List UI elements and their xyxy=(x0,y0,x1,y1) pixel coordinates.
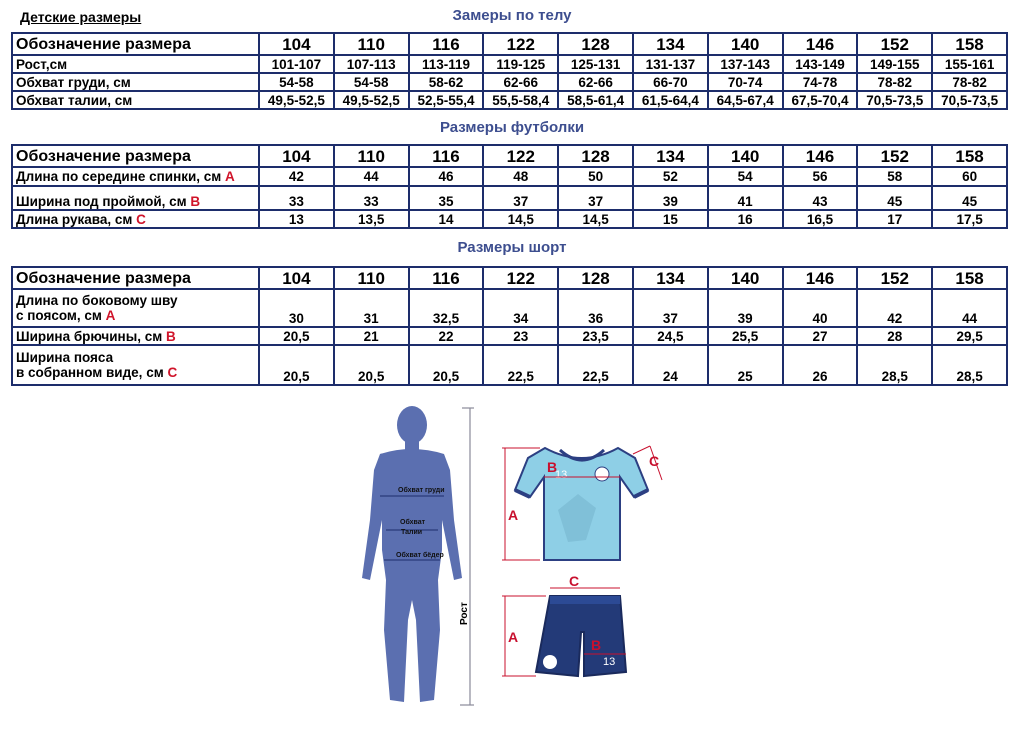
size-158: 158 xyxy=(932,33,1007,55)
row-label-line2: в собранном виде, см xyxy=(16,365,168,380)
letter-a-shirt: A xyxy=(508,507,519,523)
cell: 29,5 xyxy=(932,327,1007,345)
cell: 32,5 xyxy=(409,289,484,327)
cell: 33 xyxy=(259,186,334,210)
shirt-sizes-table xyxy=(11,144,1008,229)
table-header-row xyxy=(12,145,1007,167)
cell: 48 xyxy=(483,167,558,186)
cell: 42 xyxy=(857,289,932,327)
cell: 143-149 xyxy=(783,55,858,73)
cell: 49,5-52,5 xyxy=(334,91,409,109)
cell: 14,5 xyxy=(558,210,633,228)
cell: 22,5 xyxy=(558,345,633,385)
row-label: Обхват груди, см xyxy=(12,73,259,91)
cell: 54-58 xyxy=(259,73,334,91)
mark-letter: А xyxy=(225,169,235,184)
row-label-line1: Длина по боковому шву xyxy=(16,293,178,308)
size-110: 110 xyxy=(334,267,409,289)
cell: 60 xyxy=(932,167,1007,186)
cell: 49,5-52,5 xyxy=(259,91,334,109)
row-label: Обхват талии, см xyxy=(12,91,259,109)
size-116: 116 xyxy=(409,267,484,289)
row-label xyxy=(12,186,259,210)
mark-letter: С xyxy=(136,211,146,227)
cell: 21 xyxy=(334,327,409,345)
cell: 22 xyxy=(409,327,484,345)
table-header-row xyxy=(12,33,1007,55)
size-128: 128 xyxy=(558,33,633,55)
row-label xyxy=(12,210,259,228)
cell: 70,5-73,5 xyxy=(857,91,932,109)
body-measurements-table xyxy=(11,32,1008,110)
row-label xyxy=(12,289,259,327)
size-152: 152 xyxy=(857,33,932,55)
shorts-number: 13 xyxy=(603,656,616,668)
cell: 30 xyxy=(259,289,334,327)
shorts-illustration xyxy=(536,596,626,676)
mark-letter: А xyxy=(105,308,116,323)
page-title: Детские размеры xyxy=(20,9,142,25)
cell: 16 xyxy=(708,210,783,228)
cell: 35 xyxy=(409,186,484,210)
table-row xyxy=(12,327,1007,345)
table-row xyxy=(12,91,1007,109)
size-140: 140 xyxy=(708,33,783,55)
cell: 20,5 xyxy=(259,345,334,385)
size-116: 116 xyxy=(409,33,484,55)
cell: 24 xyxy=(633,345,708,385)
cell: 37 xyxy=(633,289,708,327)
body-section-title: Замеры по телу xyxy=(452,7,572,24)
size-146: 146 xyxy=(783,33,858,55)
cell: 28,5 xyxy=(932,345,1007,385)
shorts-crest-icon xyxy=(543,655,557,669)
cell: 23 xyxy=(483,327,558,345)
row-label xyxy=(12,167,259,186)
size-122: 122 xyxy=(483,145,558,167)
size-134: 134 xyxy=(633,145,708,167)
chest-label: Обхват груди xyxy=(398,487,445,494)
cell: 119-125 xyxy=(483,55,558,73)
cell: 23,5 xyxy=(558,327,633,345)
cell: 26 xyxy=(783,345,858,385)
size-134: 134 xyxy=(633,267,708,289)
shirt-number: 13 xyxy=(555,469,568,481)
cell: 34 xyxy=(483,289,558,327)
cell: 33 xyxy=(334,186,409,210)
shirt-section-title: Размеры футболки xyxy=(439,119,585,136)
letter-b-shirt: B xyxy=(547,459,558,475)
size-116: 116 xyxy=(409,145,484,167)
cell: 44 xyxy=(334,167,409,186)
cell: 64,5-67,4 xyxy=(708,91,783,109)
size-152: 152 xyxy=(857,267,932,289)
row-label-text: Длина рукава, см xyxy=(16,211,137,227)
row-label-text: Ширина брючины, см xyxy=(16,328,166,344)
header-label: Обозначение размера xyxy=(12,33,259,55)
letter-b-shorts: B xyxy=(591,637,602,653)
table-header-row xyxy=(12,267,1007,289)
row-label-text: Длина по середине спинки, см xyxy=(16,169,226,184)
cell: 101-107 xyxy=(259,55,334,73)
size-158: 158 xyxy=(932,267,1007,289)
cell: 13 xyxy=(259,210,334,228)
cell: 28,5 xyxy=(857,345,932,385)
size-104: 104 xyxy=(259,267,334,289)
cell: 27 xyxy=(783,327,858,345)
cell: 78-82 xyxy=(932,73,1007,91)
cell: 113-119 xyxy=(409,55,484,73)
cell: 44 xyxy=(932,289,1007,327)
cell: 31 xyxy=(334,289,409,327)
table-row xyxy=(12,186,1007,210)
size-110: 110 xyxy=(334,33,409,55)
measurement-illustration xyxy=(350,400,680,720)
size-158: 158 xyxy=(932,145,1007,167)
size-140: 140 xyxy=(708,145,783,167)
cell: 22,5 xyxy=(483,345,558,385)
cell: 74-78 xyxy=(783,73,858,91)
size-104: 104 xyxy=(259,145,334,167)
cell: 16,5 xyxy=(783,210,858,228)
cell: 56 xyxy=(783,167,858,186)
size-128: 128 xyxy=(558,267,633,289)
cell: 17 xyxy=(857,210,932,228)
cell: 40 xyxy=(783,289,858,327)
size-146: 146 xyxy=(783,267,858,289)
hips-label: Обхват бёдер xyxy=(396,552,444,559)
table-row xyxy=(12,55,1007,73)
cell: 155-161 xyxy=(932,55,1007,73)
letter-a-shorts: A xyxy=(508,629,519,645)
mark-letter: В xyxy=(190,194,201,209)
shorts-section-title: Размеры шорт xyxy=(457,239,567,256)
cell: 13,5 xyxy=(334,210,409,228)
size-122: 122 xyxy=(483,267,558,289)
waist-label-1: Обхват xyxy=(400,519,426,526)
cell: 52 xyxy=(633,167,708,186)
cell: 43 xyxy=(783,186,858,210)
cell: 36 xyxy=(558,289,633,327)
mark-letter: В xyxy=(166,328,176,344)
cell: 25,5 xyxy=(708,327,783,345)
cell: 58 xyxy=(857,167,932,186)
cell: 37 xyxy=(558,186,633,210)
height-label: Рост xyxy=(459,602,470,625)
crest-icon xyxy=(595,467,609,481)
cell: 131-137 xyxy=(633,55,708,73)
table-row xyxy=(12,345,1007,385)
table-row xyxy=(12,289,1007,327)
cell: 55,5-58,4 xyxy=(483,91,558,109)
table-row xyxy=(12,73,1007,91)
cell: 70,5-73,5 xyxy=(932,91,1007,109)
row-label-line1: Ширина пояса xyxy=(16,350,114,365)
size-122: 122 xyxy=(483,33,558,55)
size-140: 140 xyxy=(708,267,783,289)
cell: 78-82 xyxy=(857,73,932,91)
cell: 54 xyxy=(708,167,783,186)
cell: 58-62 xyxy=(409,73,484,91)
height-ruler xyxy=(460,408,474,705)
cell: 50 xyxy=(558,167,633,186)
cell: 17,5 xyxy=(932,210,1007,228)
header-label: Обозначение размера xyxy=(12,267,259,289)
size-134: 134 xyxy=(633,33,708,55)
table-row xyxy=(12,210,1007,228)
cell: 20,5 xyxy=(334,345,409,385)
cell: 54-58 xyxy=(334,73,409,91)
cell: 45 xyxy=(932,186,1007,210)
cell: 15 xyxy=(633,210,708,228)
cell: 45 xyxy=(857,186,932,210)
cell: 39 xyxy=(708,289,783,327)
cell: 28 xyxy=(857,327,932,345)
cell: 67,5-70,4 xyxy=(783,91,858,109)
cell: 37 xyxy=(483,186,558,210)
row-label: Рост,см xyxy=(12,55,259,73)
row-label xyxy=(12,345,259,385)
cell: 125-131 xyxy=(558,55,633,73)
table-row xyxy=(12,167,1007,186)
letter-c-shorts: C xyxy=(569,573,580,589)
cell: 62-66 xyxy=(558,73,633,91)
shorts-sizes-table xyxy=(11,266,1008,386)
cell: 137-143 xyxy=(708,55,783,73)
cell: 14,5 xyxy=(483,210,558,228)
tshirt-illustration xyxy=(515,448,648,560)
row-label-line2: с поясом, см xyxy=(16,308,106,323)
cell: 25 xyxy=(708,345,783,385)
size-146: 146 xyxy=(783,145,858,167)
size-152: 152 xyxy=(857,145,932,167)
mark-letter: С xyxy=(167,365,178,380)
cell: 39 xyxy=(633,186,708,210)
cell: 62-66 xyxy=(483,73,558,91)
size-110: 110 xyxy=(334,145,409,167)
cell: 20,5 xyxy=(409,345,484,385)
cell: 14 xyxy=(409,210,484,228)
cell: 41 xyxy=(708,186,783,210)
size-128: 128 xyxy=(558,145,633,167)
row-label-text: Ширина под проймой, см xyxy=(16,194,191,209)
cell: 66-70 xyxy=(633,73,708,91)
letter-c-shirt: C xyxy=(649,453,660,469)
cell: 24,5 xyxy=(633,327,708,345)
cell: 107-113 xyxy=(334,55,409,73)
waist-label-2: Талии xyxy=(401,529,423,536)
cell: 52,5-55,4 xyxy=(409,91,484,109)
cell: 20,5 xyxy=(259,327,334,345)
cell: 61,5-64,4 xyxy=(633,91,708,109)
cell: 58,5-61,4 xyxy=(558,91,633,109)
cell: 70-74 xyxy=(708,73,783,91)
row-label xyxy=(12,327,259,345)
header-label: Обозначение размера xyxy=(12,145,259,167)
cell: 46 xyxy=(409,167,484,186)
size-104: 104 xyxy=(259,33,334,55)
cell: 42 xyxy=(259,167,334,186)
cell: 149-155 xyxy=(857,55,932,73)
